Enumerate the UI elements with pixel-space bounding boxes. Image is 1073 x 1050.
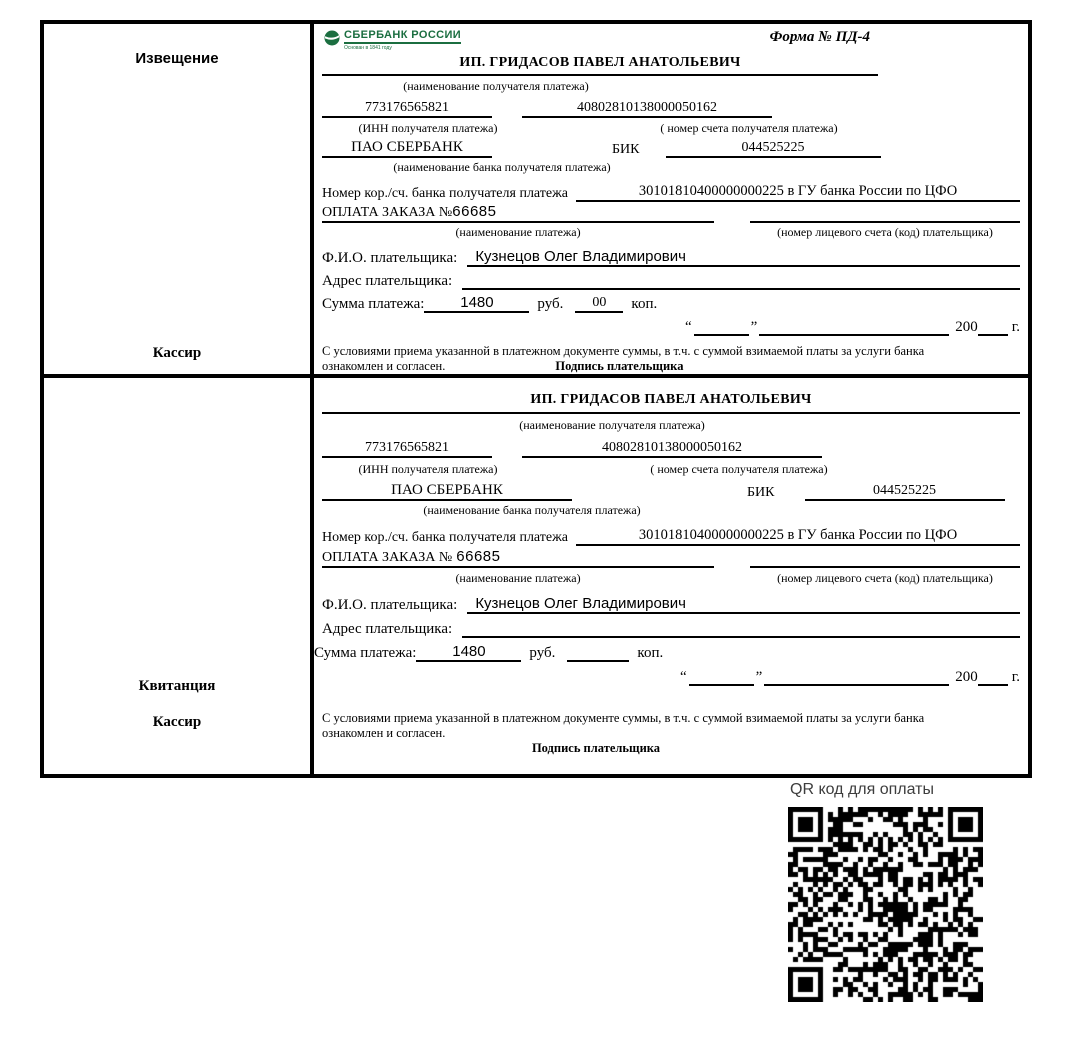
agreement-line2: ознакомлен и согласен. [322,726,446,740]
payment-purpose-value [322,548,714,568]
notice-form-body [314,24,1028,374]
inn-caption: (ИНН получателя платежа) [358,462,498,476]
date-month-line [764,669,949,686]
notice-section [44,24,1028,378]
payment-purpose-value [322,203,714,223]
agreement-line1: С условиями приема указанной в платежном документе суммы, в т.ч. с суммой взимаемой платы за услуги банка [322,711,925,725]
qr-code [788,807,983,1002]
cashier-label: Кассир [152,714,202,730]
sberbank-logo-text: СБЕРБАНК РОССИИ [344,29,461,44]
quote-open: “ [684,319,692,335]
payment-purpose-caption: (наименование платежа) [455,571,581,585]
bank-name-caption: (наименование банка получателя платежа) [393,160,611,175]
payee-name: ИП. ГРИДАСОВ ПАВЕЛ АНАТОЛЬЕВИЧ [322,392,1020,414]
date-day-line [694,319,749,336]
bik-value: 044525225 [666,140,881,158]
notice-left-cell [44,24,314,374]
payee-inn-value: 773176565821 [322,100,492,118]
personal-code-caption: (номер лицевого счета (код) плательщика) [777,225,993,240]
agreement-text [322,711,1020,741]
amount-label: Сумма платежа: [314,645,417,661]
sberbank-logo-icon [324,30,340,46]
payer-name-value: Кузнецов Олег Владимирович [467,248,1020,267]
amount-kop-value: 00 [575,295,623,313]
payee-name: ИП. ГРИДАСОВ ПАВЕЛ АНАТОЛЬЕВИЧ [322,55,878,76]
year-prefix: 200 [955,669,978,685]
payer-name-label: Ф.И.О. плательщика: [322,250,458,267]
payee-account-value: 40802810138000050162 [522,440,822,458]
payment-purpose-caption: (наименование платежа) [455,225,581,240]
payer-name-value: Кузнецов Олег Владимирович [467,595,1020,614]
payer-name-label: Ф.И.О. плательщика: [322,597,458,613]
bik-label: БИК [747,485,775,500]
section-title-receipt: Квитанция [138,678,216,694]
purpose-prefix: ОПЛАТА ЗАКАЗА № [322,205,453,221]
payee-name-caption: (наименование получателя платежа) [403,78,589,93]
account-caption: ( номер счета получателя платежа) [650,462,828,476]
rub-label: руб. [537,296,564,313]
sberbank-logo [324,29,461,51]
signature-label: Подпись плательщика [531,741,661,755]
date-line [322,317,1020,336]
date-month-line [759,319,949,336]
payee-name-caption: (наименование получателя платежа) [519,418,705,432]
receipt-form-body [314,378,1028,774]
payer-address-line [462,636,1020,638]
kop-label: коп. [631,296,658,313]
order-number: 66685 [456,548,501,565]
account-caption: ( номер счета получателя платежа) [660,120,838,135]
agreement-line2: ознакомлен и согласен. [322,359,446,373]
corr-account-label: Номер кор./сч. банка получателя платежа [322,186,568,202]
personal-code-caption: (номер лицевого счета (код) плательщика) [777,571,993,585]
inn-caption: (ИНН получателя платежа) [358,120,498,135]
sberbank-logo-tagline: Основан в 1841 году [344,45,392,51]
bank-name-value: ПАО СБЕРБАНК [322,482,572,501]
year-prefix: 200 [955,319,978,335]
bank-name-caption: (наименование банка получателя платежа) [423,503,641,517]
bik-label: БИК [612,142,640,158]
amount-rub-value: 1480 [424,294,529,313]
corr-account-value: 30101810400000000225 в ГУ банка России по ЦФО [576,527,1020,546]
kop-label: коп. [637,645,664,661]
bik-value: 044525225 [805,483,1005,501]
date-year-line [978,669,1008,686]
payer-address-label: Адрес плательщика: [322,621,453,637]
receipt-left-cell [44,378,314,774]
payer-address-label: Адрес плательщика: [322,273,453,290]
amount-rub-value: 1480 [416,643,521,662]
date-year-line [978,319,1008,336]
quote-open: “ [679,669,687,685]
year-suffix: г. [1011,669,1020,685]
personal-code-line [750,205,1020,223]
corr-account-label: Номер кор./сч. банка получателя платежа [322,530,568,545]
payment-form-table [40,20,1032,778]
signature-label: Подпись плательщика [555,359,684,373]
personal-code-line [750,550,1020,568]
payee-account-value: 40802810138000050162 [522,100,772,118]
agreement-line1: С условиями приема указанной в платежном документе суммы, в т.ч. с суммой взимаемой платы за услуги банка [322,344,925,358]
quote-close: ” [755,669,763,685]
form-number: Форма № ПД-4 [769,29,870,45]
order-number: 66685 [452,203,497,221]
agreement-text [322,344,1020,374]
date-line [322,666,1020,686]
amount-label: Сумма платежа: [322,296,425,313]
receipt-section [44,378,1028,774]
notice-header-row [322,29,1020,55]
year-suffix: г. [1011,319,1020,335]
date-day-line [689,669,754,686]
payee-inn-value: 773176565821 [322,440,492,458]
section-title-notice: Извещение [135,50,219,67]
bank-name-value: ПАО СБЕРБАНК [322,139,492,158]
purpose-prefix: ОПЛАТА ЗАКАЗА № [322,550,453,565]
qr-block [788,781,983,1002]
cashier-label: Кассир [152,345,202,361]
qr-caption: QR код для оплаты [790,781,935,798]
amount-kop-value [567,660,629,662]
rub-label: руб. [529,645,556,661]
payer-address-line [462,288,1020,290]
corr-account-value: 30101810400000000225 в ГУ банка России по ЦФО [576,183,1020,202]
quote-close: ” [750,319,758,335]
